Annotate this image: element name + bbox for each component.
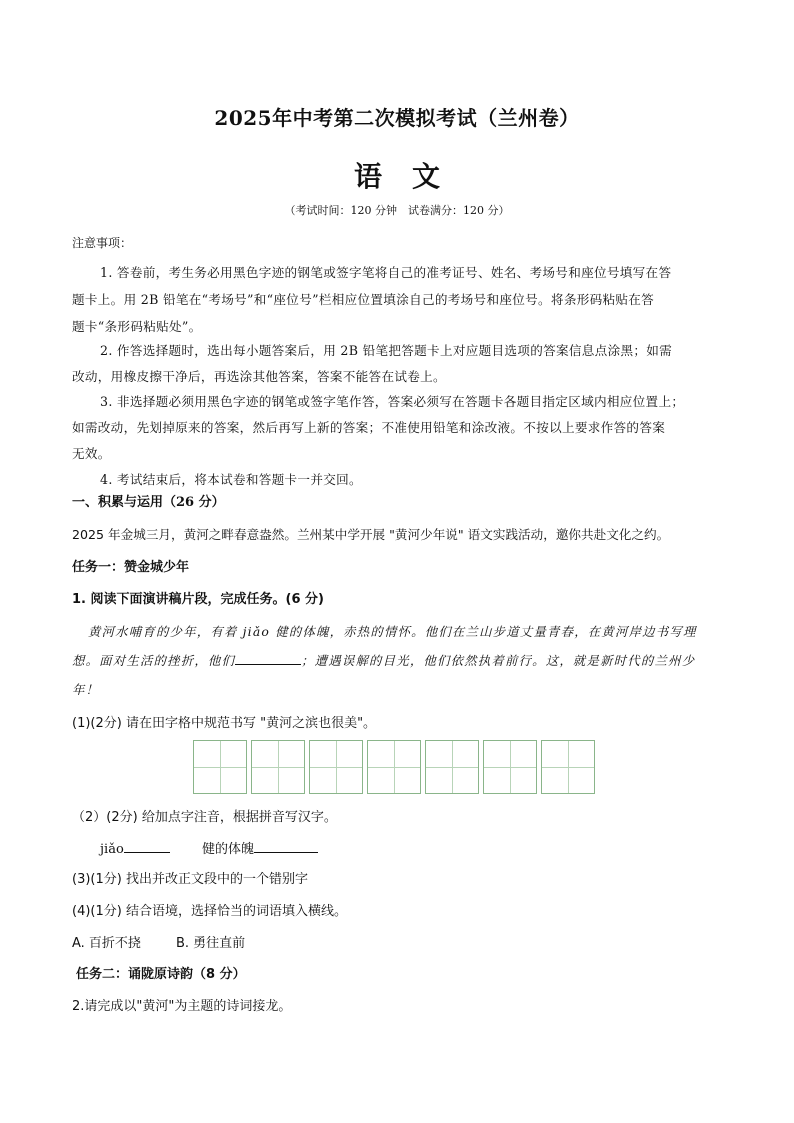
tianzige-cell[interactable] [309,740,363,794]
pinyin-row [100,838,318,857]
tianzige-cell[interactable] [541,740,595,794]
tianzige-cell[interactable] [251,740,305,794]
pinyin-label: jiǎo [100,842,124,857]
word-label: 健的体魄 [202,842,255,857]
passage-line: 年！ [72,682,100,697]
section-intro: 2025 年金城三月，黄河之畔春意盎然。兰州某中学开展 "黄河少年说" 语文实践活动，邀你共赴文化之约。 [72,527,670,542]
notice-line: 4. 考试结束后，将本试卷和答题卡一并交回。 [100,472,362,487]
passage-line: 黄河水哺育的少年，有着 jiǎo 健的体魄，赤热的情怀。他们在兰山步道丈量青春，在黄河岸边书写理 [88,624,697,639]
tianzige-cell[interactable] [367,740,421,794]
notice-line: 无效。 [72,446,111,461]
question-1-4: (4)(1分) 结合语境，选择恰当的词语填入横线。 [72,904,347,919]
notice-line: 题卡上。用 2B 铅笔在“考场号”和“座位号”栏相应位置填涂自己的考场号和座位号。将条形码粘贴在答 [72,292,655,307]
tianzige-cell[interactable] [483,740,537,794]
option-a[interactable]: A. 百折不挠 [72,936,141,951]
tianzige-cell[interactable] [425,740,479,794]
word-blank[interactable] [254,852,318,853]
subject-title: 语文 [353,160,470,193]
notice-heading: 注意事项： [72,236,133,250]
tianzige-cell[interactable] [193,740,247,794]
exam-meta: （考试时间：120 分钟 试卷满分：120 分） [284,204,510,217]
question-1: 1. 阅读下面演讲稿片段，完成任务。(6 分) [72,592,324,607]
notice-line: 改动，用橡皮擦干净后，再选涂其他答案，答案不能答在试卷上。 [72,369,446,384]
section-heading: 一、积累与运用（26 分） [72,495,225,510]
task-heading: 任务二：诵陇原诗韵（8 分） [76,967,246,982]
notice-line: 2. 作答选择题时，选出每小题答案后，用 2B 铅笔把答题卡上对应题目选项的答案信息点涂黑；如需 [100,343,673,358]
fill-blank[interactable] [235,664,301,665]
notice-line: 1. 答卷前，考生务必用黑色字迹的钢笔或签字笔将自己的准考证号、姓名、考场号和座位号填写在答 [100,265,672,280]
question-1-2: （2）(2分) 给加点字注音，根据拼音写汉字。 [72,810,337,825]
question-2: 2.请完成以"黄河"为主题的诗词接龙。 [72,999,292,1014]
passage-text: ；遭遇误解的目光，他们依然执着前行。这，就是新时代的兰州少 [301,653,696,668]
task-heading: 任务一：赞金城少年 [72,560,190,575]
question-1-1: (1)(2分) 请在田字格中规范书写 "黄河之滨也很美"。 [72,716,377,731]
notice-line: 题卡“条形码粘贴处”。 [72,319,202,334]
option-b[interactable]: B. 勇往直前 [176,936,246,951]
exam-title: 2025年中考第二次模拟考试（兰州卷） [214,106,580,130]
passage-line [72,651,695,669]
notice-line: 3. 非选择题必须用黑色字迹的钢笔或签字笔作答，答案必须写在答题卡各题目指定区域内相应位置上； [100,394,685,409]
pinyin-blank[interactable] [124,852,170,853]
passage-text: 想。面对生活的挫折，他们 [72,653,236,668]
question-1-3: (3)(1分) 找出并改正文段中的一个错别字 [72,872,308,887]
notice-line: 如需改动，先划掉原来的答案，然后再写上新的答案；不准使用铅笔和涂改液。不按以上要求作答的答案 [72,420,666,435]
tianzige-grid[interactable] [193,740,599,794]
